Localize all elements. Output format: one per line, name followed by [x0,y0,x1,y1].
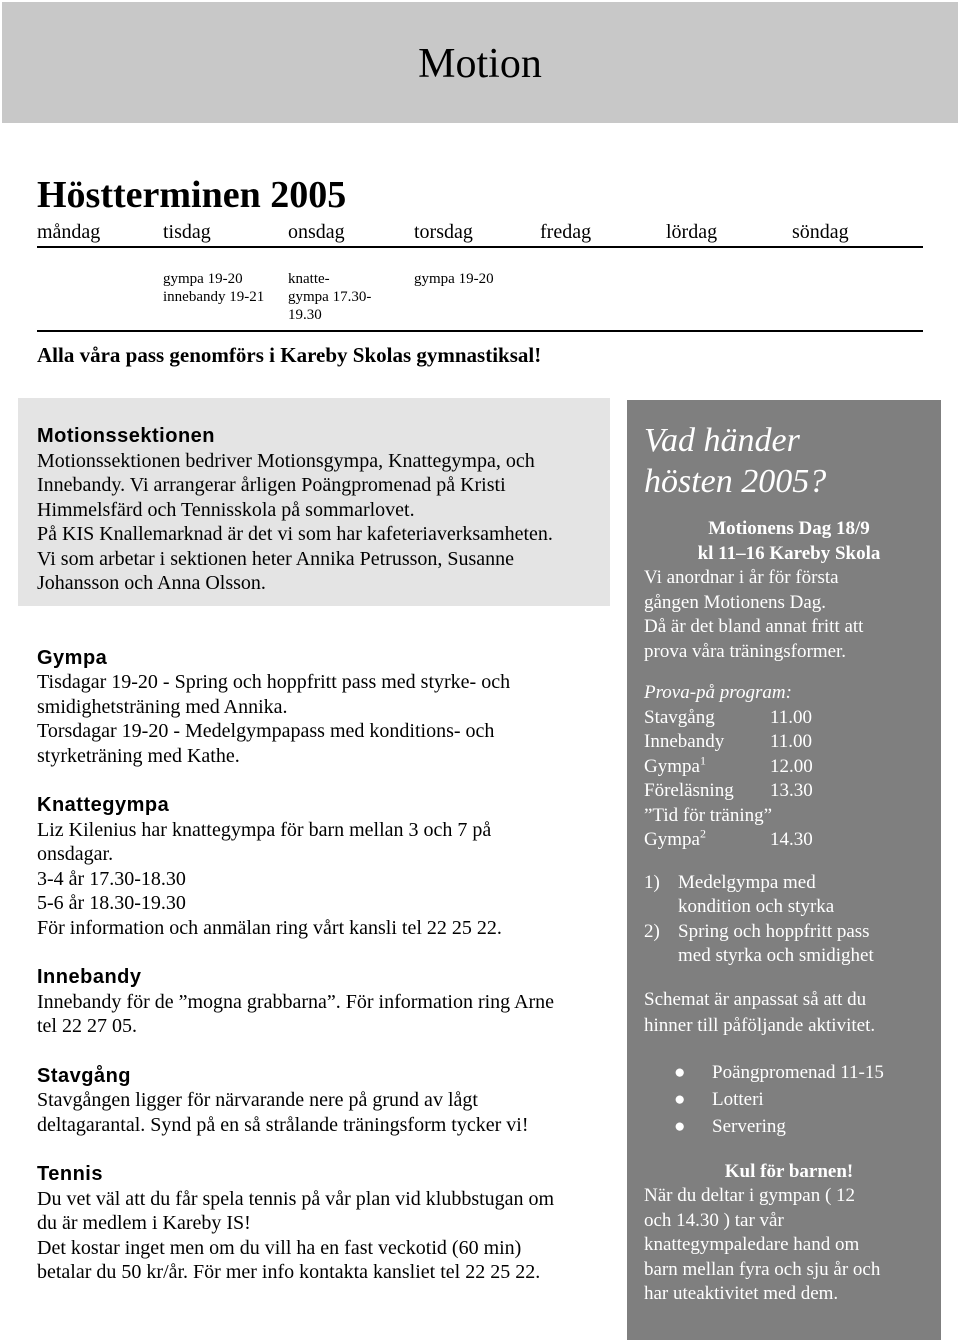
program-row: Gympa$^2$ 14.30 [644,826,813,850]
kids-heading: Kul för barnen! [724,1160,854,1182]
tuesday-slot: gympa 19-20 innebandy 19-21 [163,271,265,305]
bullet-icon: ● [674,1088,686,1110]
program-row: ”Tid för träning” [644,804,773,826]
wednesday-slot: knatte- gympa 17.30- 19.30 [288,271,372,323]
weekly-schedule [0,270,960,330]
hall-note: Alla våra pass genomförs i Kareby Skolas gymnastiksal! [37,330,923,368]
day-tuesday: tisdag [163,221,211,243]
list-item: ● Poängpromenad 11-15 [644,1059,934,1086]
day-thursday: torsdag [414,221,473,243]
section-heading: Gympa [37,646,108,669]
program-list [644,706,934,853]
section-tennis: Tennis Du vet väl att du får spela tennis på vår plan vid klubbstugan om du är medlem i Kareby IS! Det kostar inget men om du vill ha en fast veckotid (60 min) betalar du 50 kr/år. För mer info kontakta kansliet tel 22 25 22. [37,1162,602,1285]
events-sidebar [627,400,941,1340]
day-sunday: söndag [792,221,849,243]
list-item: ● Lotteri [644,1086,934,1113]
list-item: ● Servering [644,1113,934,1140]
section-heading: Stavgång [37,1064,132,1087]
day-friday: fredag [540,221,592,243]
activity-list [644,1059,934,1140]
sidebar-title: Vad händer hösten 2005? [644,422,827,500]
list-item: 1) Medelgympa med kondition och styrka [644,871,835,917]
event-heading: Motionens Dag 18/9 kl 11–16 Kareby Skola [697,518,881,564]
program-notes [644,871,934,969]
section-knattegympa: Knattegympa Liz Kilenius har knattegympa för barn mellan 3 och 7 på onsdagar. 3-4 år 17.30-18.30 5-6 år 18.30-19.30 För information och anmälan ring vårt kansli tel 22 25 22. [37,793,602,940]
bullet-icon: ● [674,1061,686,1083]
section-heading: Motionssektionen [37,425,216,447]
program-row: Stavgång 11.00 [644,706,813,728]
weekday-header [37,220,923,248]
thursday-slot: gympa 19-20 [414,271,494,287]
event-intro: Vi anordnar i år för första gången Motionens Dag. Då är det bland annat fritt att prova våra träningsformer. [644,567,864,662]
day-monday: måndag [37,221,101,243]
section-heading: Innebandy [37,966,142,988]
bullet-icon: ● [674,1115,686,1137]
section-heading: Knattegympa [37,794,170,816]
page-title: Motion [418,41,542,87]
program-row: Föreläsning 13.30 [644,780,813,801]
term-title: Höstterminen 2005 [37,174,347,216]
schedule-note: Schemat är anpassat så att du hinner till påföljande aktivitet. [644,988,876,1036]
program-label: Prova-på program: [644,682,792,703]
program-row: Gympa$^1$ 12.00 [644,753,813,777]
header-banner [2,2,958,123]
section-stavgang: Stavgång Stavgången ligger för närvarande nere på grund av lågt deltagarantal. Synd på en så strålande träningsform tycker vi! [37,1064,602,1138]
section-innebandy: Innebandy Innebandy för de ”mogna grabbarna”. För information ring Arne tel 22 27 05. [37,965,602,1039]
section-heading: Tennis [37,1163,103,1185]
section-gympa: Gympa Tisdagar 19-20 - Spring och hoppfritt pass med styrke- och smidighetsträning med Annika. Torsdagar 19-20 - Medelgympapass med konditions- och styrketräning med Kathe. [37,646,602,769]
kids-text: När du deltar i gympan ( 12 och 14.30 ) tar vår knattegympaledare hand om barn mellan fyra och sju år och har uteaktivitet med dem. [644,1185,881,1304]
list-item: 2) Spring och hoppfritt pass med styrka och smidighet [644,920,874,966]
program-row: Innebandy 11.00 [644,731,813,752]
sections-column [37,424,602,1310]
day-wednesday: onsdag [288,221,345,243]
day-saturday: lördag [666,221,718,243]
section-motionssektionen: Motionssektionen Motionssektionen bedriver Motionsgympa, Knattegympa, och Innebandy. Vi arrangerar årligen Poängpromenad på Kristi Himmelsfärd och Tennisskola på sommarlovet. På KIS Knallemarknad är det vi som har kafeteriaverksamheten. Vi som arbetar i sektionen heter Annika Petrusson, Susanne Johansson och Anna Olsson. [37,424,602,596]
